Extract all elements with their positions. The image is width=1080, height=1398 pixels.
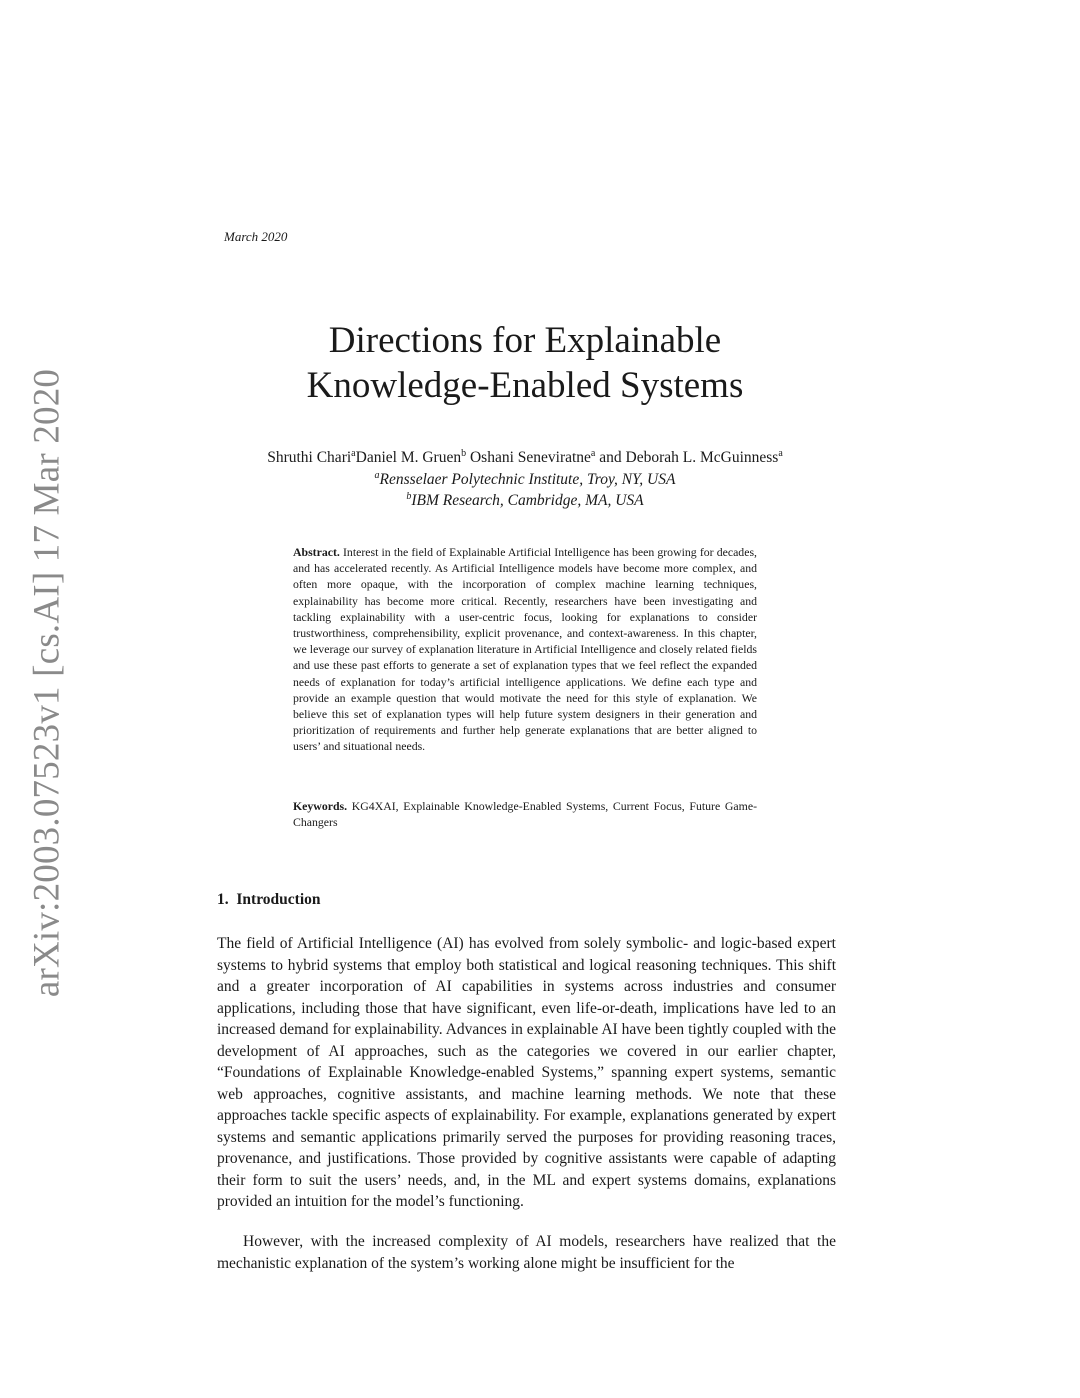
keywords-text: KG4XAI, Explainable Knowledge-Enabled Systems, Current Focus, Future Game-Changers bbox=[293, 799, 757, 830]
abstract-text: Interest in the field of Explainable Artificial Intelligence has been growing for decades, and has accelerated recently. As Artificial Intelligence models have become more complex, and often more opaque, with the incorporation of complex machine learning techniques, explainability has become more critical. Recently, researchers have been investigating and tackling explainability with a user-centric focus, looking for explanations to consider trustworthiness, comprehensibility, explicit provenance, and context-awareness. In this chapter, we leverage our survey of explanation literature in Artificial Intelligence and closely related fields and use these past efforts to generate a set of explanation types that we feel reflect the expanded needs of explanation for today’s artificial intelligence applications. We define each type and provide an example question that would motivate the need for this style of explanation. We believe this set of explanation types will help future system designers in their generation and prioritization of requirements and further help generate explanations that are better aligned to users’ and situational needs. bbox=[293, 545, 757, 754]
paper-title bbox=[200, 318, 850, 408]
title-line-1: Directions for Explainable bbox=[328, 320, 722, 361]
affiliation-mark: b bbox=[406, 491, 412, 502]
author-name: Daniel M. Gruen bbox=[355, 449, 462, 466]
abstract-label: Abstract. bbox=[293, 545, 340, 559]
affiliation-text: IBM Research, Cambridge, MA, USA bbox=[411, 492, 644, 509]
affiliation-text: Rensselaer Polytechnic Institute, Troy, NY, USA bbox=[379, 471, 676, 488]
keywords bbox=[293, 798, 757, 830]
author-name: Oshani Seneviratne bbox=[469, 449, 591, 466]
affiliation-mark: a bbox=[351, 448, 356, 459]
affiliation-mark: b bbox=[461, 448, 467, 459]
title-line-2: Knowledge-Enabled Systems bbox=[306, 365, 744, 406]
affiliation-b bbox=[150, 491, 900, 511]
section-heading-introduction bbox=[217, 891, 321, 909]
affiliation-a bbox=[150, 470, 900, 490]
keywords-label: Keywords. bbox=[293, 799, 348, 813]
author-name: Deborah L. McGuinness bbox=[625, 449, 779, 466]
affiliation-mark: a bbox=[778, 448, 783, 459]
affiliation-mark: a bbox=[590, 448, 596, 459]
section-number: 1. bbox=[217, 891, 229, 908]
arxiv-identifier-stamp: arXiv:2003.07523v1 [cs.AI] 17 Mar 2020 bbox=[26, 368, 68, 998]
body-paragraph-2: However, with the increased complexity of AI models, researchers have realized that the mechanistic explanation of the system’s working alone might be insufficient for the bbox=[217, 1233, 836, 1272]
affiliation-mark: a bbox=[374, 470, 380, 481]
abstract bbox=[293, 544, 757, 755]
section-title: Introduction bbox=[236, 891, 321, 908]
author-conjunction: and bbox=[599, 449, 622, 466]
author-name: Shruthi Chari bbox=[267, 449, 352, 466]
publication-date: March 2020 bbox=[224, 229, 288, 244]
body-paragraph-1: The field of Artificial Intelligence (AI) has evolved from solely symbolic- and logic-based expert systems to hybrid systems that employ both statistical and logical reasoning techniques. This shift and a greater incorporation of AI capabilities in systems across industries and consumer applications, including those that have significant, even life-or-death, implications have led to an increased demand for explainability. Advances in explainable AI have been tightly coupled with the development of AI approaches, such as the categories we covered in our earlier chapter, “Foundations of Explainable Knowledge-enabled Systems,” spanning expert systems, semantic web approaches, cognitive assistants, and machine learning methods. We note that these approaches tackle specific aspects of explainability. For example, explanations generated by expert systems and semantic applications primarily served the purposes for providing reasoning traces, provenance, and justifications. Those provided by cognitive assistants were capable of adapting their form to suit the users’ needs, and, in the ML and expert systems domains, explanations provided an intuition for the model’s functioning. bbox=[217, 935, 836, 1210]
author-list bbox=[150, 448, 900, 468]
